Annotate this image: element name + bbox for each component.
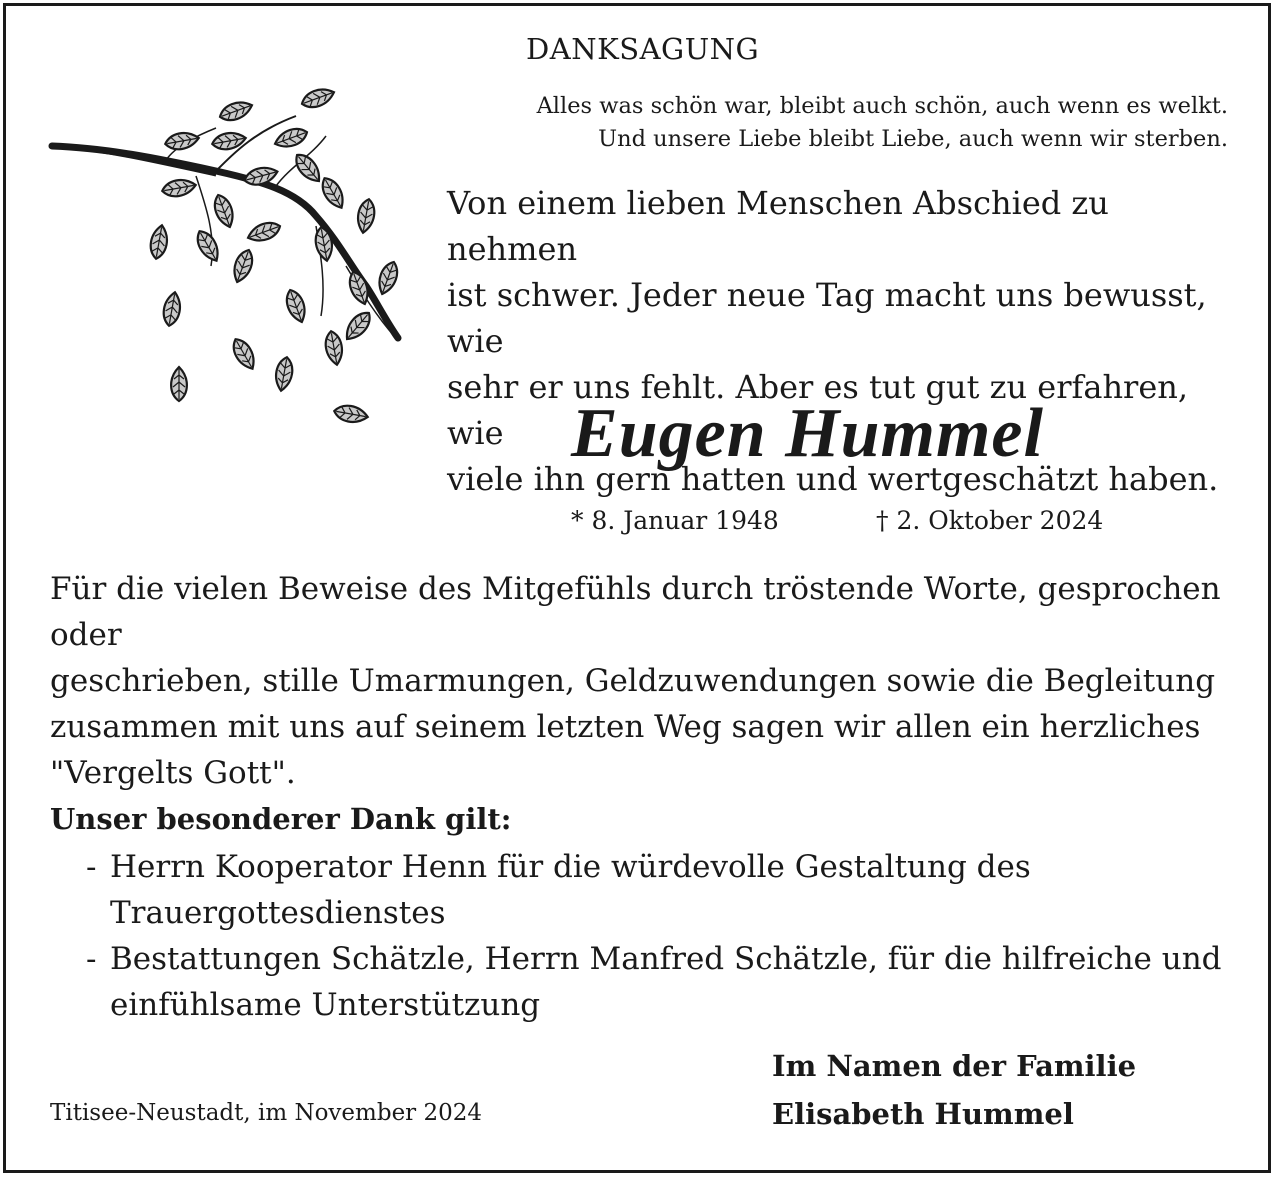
motto-line: Alles was schön war, bleibt auch schön, auch wenn es welkt. <box>536 93 1228 119</box>
list-item-line: Bestattungen Schätzle, Herrn Manfred Schätzle, für die hilfreiche und <box>110 941 1222 977</box>
place-and-date: Titisee-Neustadt, im November 2024 <box>50 1100 483 1126</box>
branch-with-leaves-icon <box>46 76 416 436</box>
intro-line: ist schwer. Jeder neue Tag macht uns bewusst, wie <box>447 276 1207 360</box>
intro-line: sehr er uns fehlt. Aber es tut gut zu erfahren, wie <box>447 368 1189 452</box>
list-item-line: Herrn Kooperator Henn für die würdevolle Gestaltung des <box>110 849 1031 885</box>
list-dash: - <box>86 941 97 977</box>
signoff-line: Im Namen der Familie <box>772 1049 1137 1083</box>
thanks-line: "Vergelts Gott". <box>50 755 296 791</box>
thanks-line: Für die vielen Beweise des Mitgefühls durch tröstende Worte, gesprochen oder <box>50 571 1221 653</box>
thanks-line: zusammen mit uns auf seinem letzten Weg sagen wir allen ein herzliches <box>50 709 1201 745</box>
signoff-line: Elisabeth Hummel <box>772 1097 1074 1131</box>
motto-quote <box>537 90 1228 156</box>
special-thanks-title: Unser besonderer Dank gilt: <box>50 802 512 836</box>
list-item <box>86 936 1226 1028</box>
death-date: † 2. Oktober 2024 <box>876 506 1104 535</box>
page-title: DANKSAGUNG <box>526 32 760 66</box>
deceased-name: Eugen Hummel <box>571 395 1044 472</box>
intro-line: Von einem lieben Menschen Abschied zu nehmen <box>447 184 1109 268</box>
list-item-line: Trauergottesdienstes <box>110 895 446 931</box>
obituary-notice <box>3 3 1271 1173</box>
thanks-text <box>50 566 1250 796</box>
list-dash: - <box>86 849 97 885</box>
list-item <box>86 844 1226 936</box>
birth-date: * 8. Januar 1948 <box>571 506 779 535</box>
special-thanks-list <box>86 844 1226 1028</box>
intro-line: viele ihn gern hatten und wertgeschätzt haben. <box>447 460 1219 498</box>
list-item-line: einfühlsame Unterstützung <box>110 987 541 1023</box>
motto-line: Und unsere Liebe bleibt Liebe, auch wenn wir sterben. <box>598 126 1228 152</box>
thanks-line: geschrieben, stille Umarmungen, Geldzuwendungen sowie die Begleitung <box>50 663 1216 699</box>
family-signoff <box>772 1042 1136 1138</box>
